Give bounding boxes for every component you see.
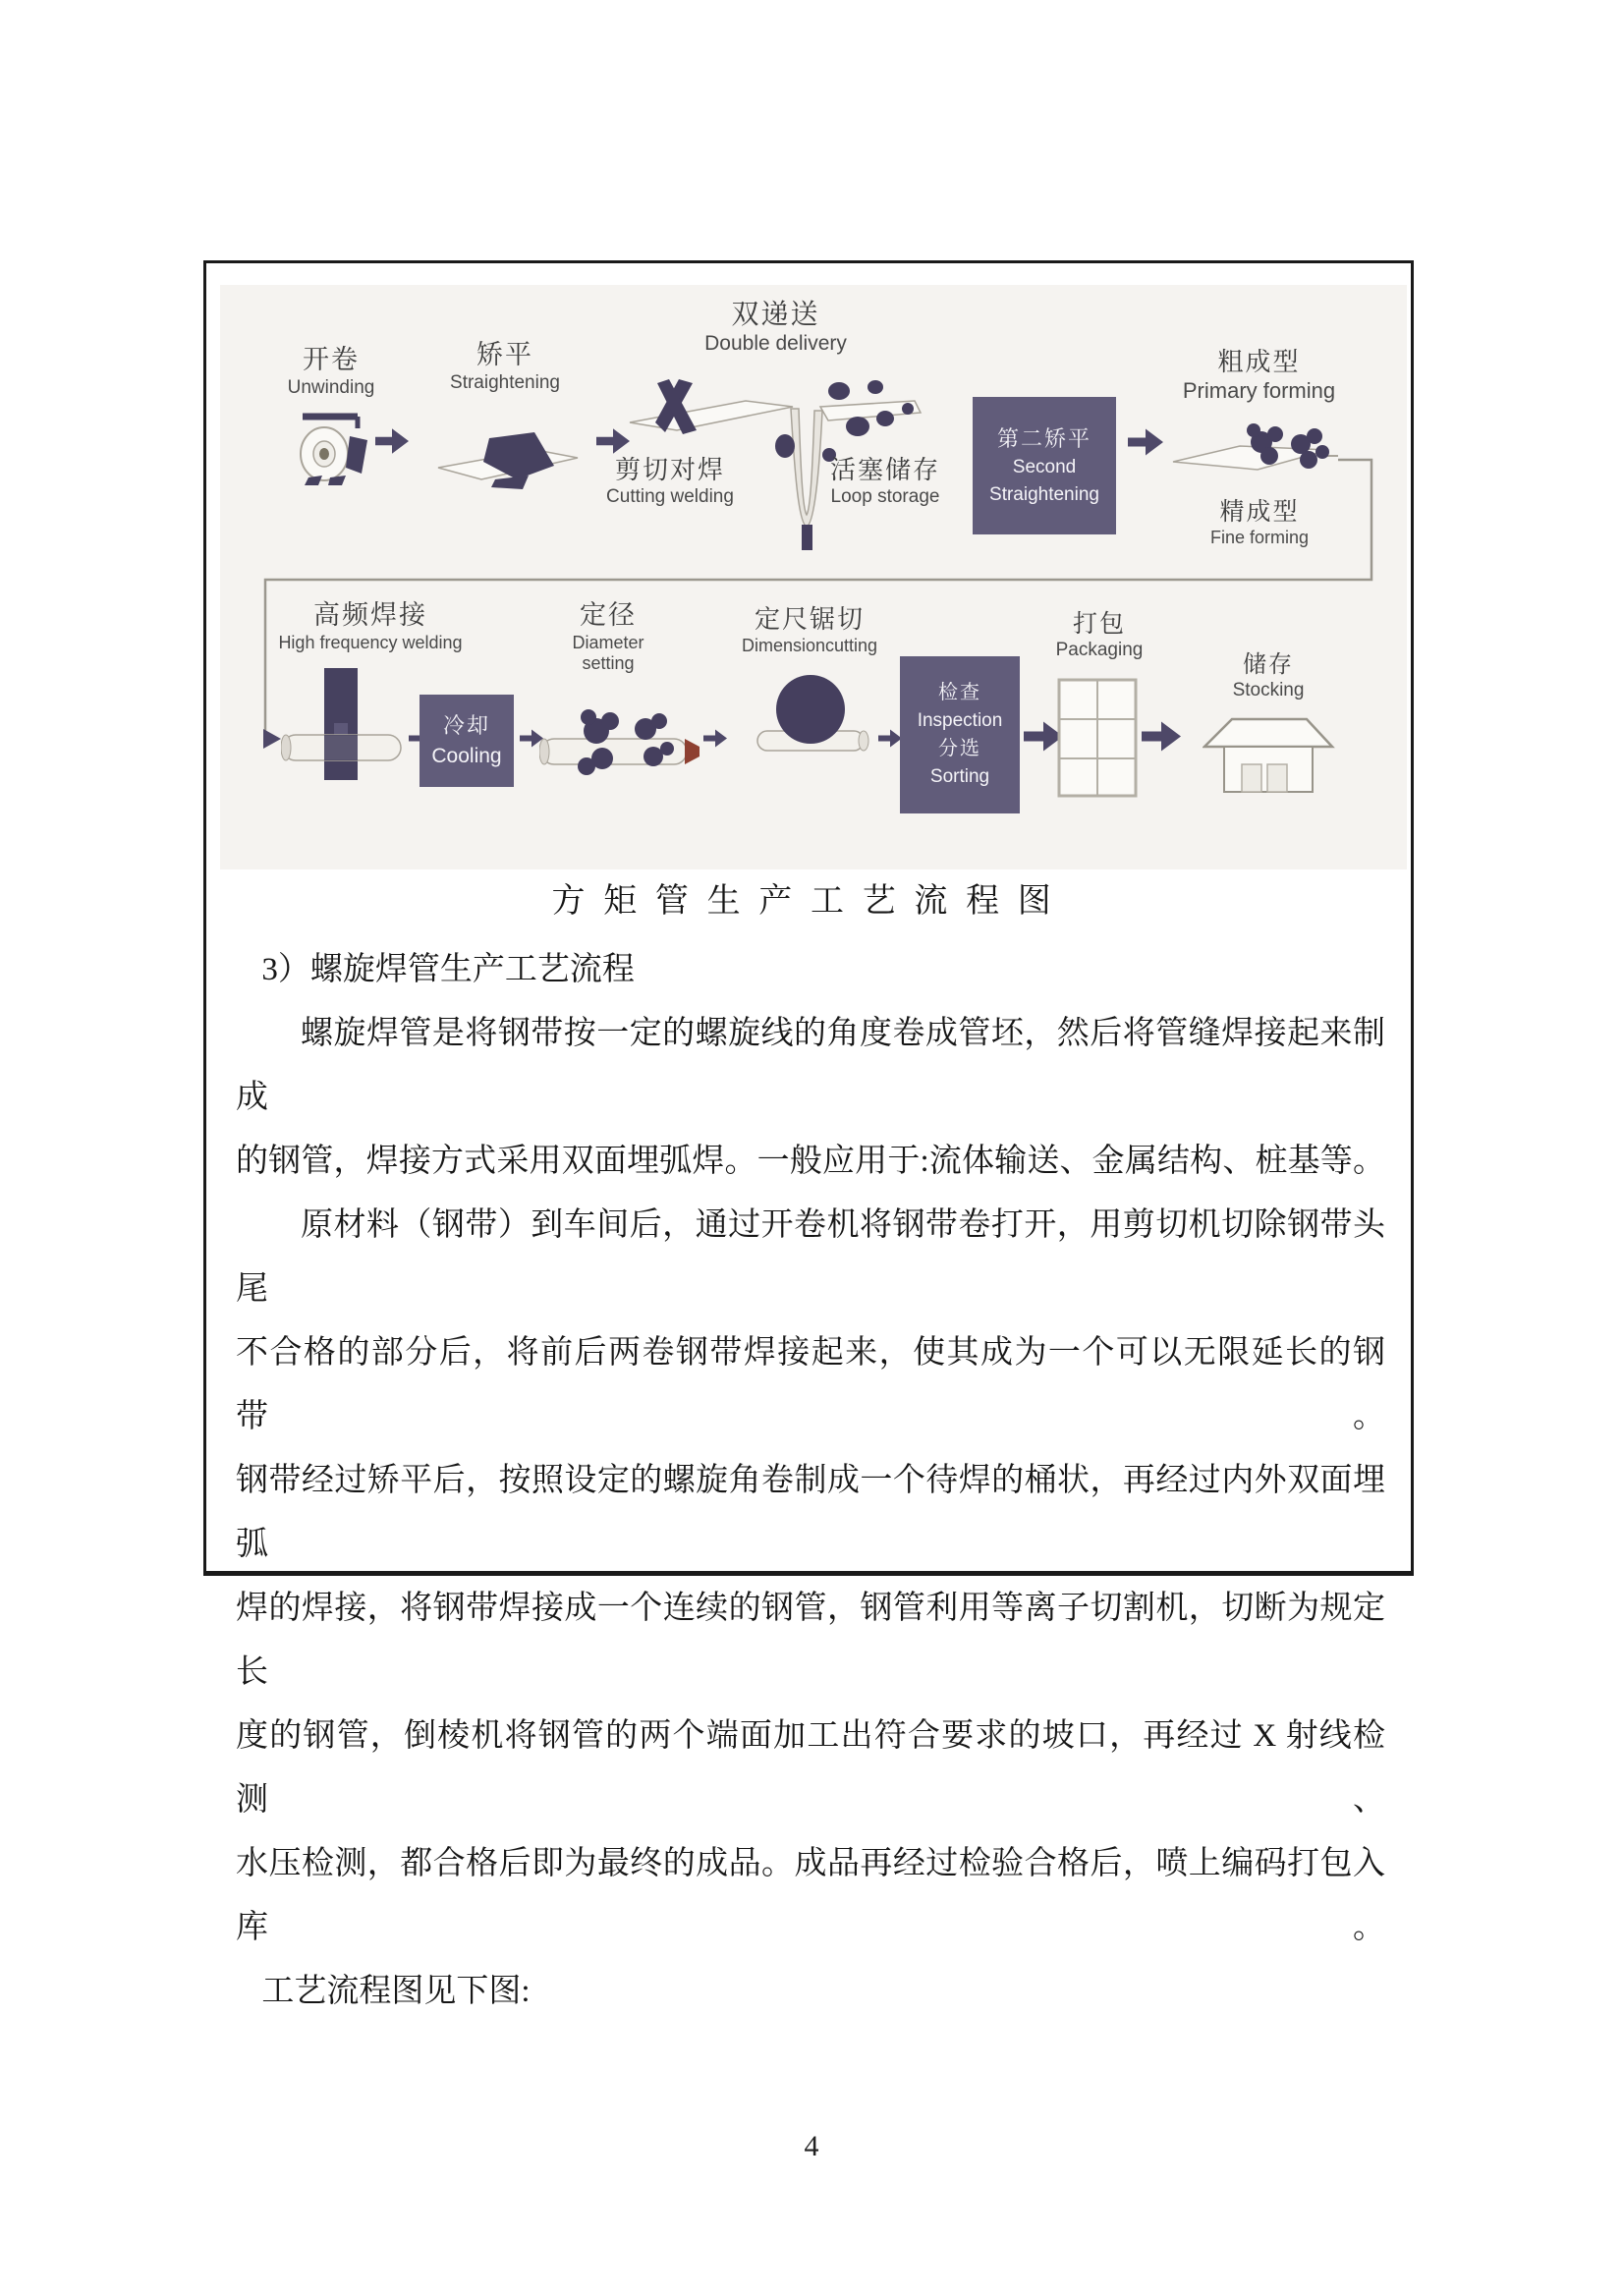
stage-second-straightening-box bbox=[973, 397, 1116, 534]
stage-double-delivery-label-en: Double delivery bbox=[704, 332, 847, 355]
coil-icon bbox=[289, 407, 375, 492]
stage-straightening-label-cn: 矫平 bbox=[476, 340, 533, 369]
body-text-line: 工艺流程图见下图: bbox=[261, 1974, 531, 2009]
arrow-icon bbox=[703, 729, 727, 748]
stage-second-straightening-label-cn: 第二矫平 bbox=[996, 425, 1091, 451]
stage-stocking-label-cn: 储存 bbox=[1243, 651, 1294, 678]
warehouse-house-icon bbox=[1203, 713, 1335, 801]
arrow-icon bbox=[1128, 428, 1163, 456]
stage-cooling-label-cn: 冷却 bbox=[442, 712, 490, 738]
stage-cooling-box bbox=[420, 695, 514, 787]
section-heading: 3）螺旋焊管生产工艺流程 bbox=[261, 952, 635, 987]
stage-loop-storage-label-cn: 活塞储存 bbox=[829, 455, 940, 484]
stage-diameter-setting bbox=[544, 599, 672, 675]
stage-hf-welding-label-cn: 高频焊接 bbox=[313, 600, 427, 630]
stage-cutting-welding-label-en: Cutting welding bbox=[606, 485, 734, 507]
production-flowchart bbox=[220, 285, 1407, 869]
stage-dimension-cutting-label-en: Dimensioncutting bbox=[741, 635, 878, 655]
stage-fine-forming-label-en: Fine forming bbox=[1209, 528, 1310, 548]
forming-rollers-icon bbox=[1171, 415, 1338, 496]
diameter-setting-icon bbox=[539, 696, 701, 787]
stage-stocking bbox=[1224, 650, 1313, 702]
stage-straightening-label-en: Straightening bbox=[450, 371, 560, 393]
stage-primary-forming bbox=[1168, 346, 1350, 404]
stage-cutting-welding-label-cn: 剪切对焊 bbox=[614, 455, 725, 484]
table-cell-border bbox=[203, 260, 1414, 2009]
stage-second-straightening-label-en1: Second bbox=[1012, 457, 1077, 478]
stage-diameter-setting-label-en: Diameter setting bbox=[572, 632, 644, 674]
body-text-line: 钢带经过矫平后，按照设定的螺旋角卷制成一个待焊的桶状，再经过内外双面埋弧 bbox=[236, 1463, 1385, 1562]
stage-packaging-label-cn: 打包 bbox=[1072, 610, 1126, 638]
stage-double-delivery bbox=[690, 297, 862, 356]
page-number: 4 bbox=[804, 2130, 819, 2162]
arrow-icon bbox=[1142, 721, 1181, 752]
stage-sorting-label-cn: 分选 bbox=[938, 738, 981, 759]
stage-sorting-label-en: Sorting bbox=[929, 766, 990, 787]
stage-loop-storage bbox=[821, 454, 949, 508]
body-text-line: 度的钢管，倒棱机将钢管的两个端面加工出符合要求的坡口，再经过 X 射线检测、 bbox=[236, 1718, 1385, 1818]
stage-fine-forming bbox=[1205, 497, 1314, 549]
stage-straightening bbox=[431, 339, 579, 395]
stage-fine-forming-label-cn: 精成型 bbox=[1219, 498, 1300, 526]
body-text-line: 不合格的部分后，将前后两卷钢带焊接起来，使其成为一个可以无限延长的钢带。 bbox=[236, 1335, 1385, 1434]
hf-welding-icon bbox=[281, 666, 407, 797]
stage-inspection-sorting-box bbox=[900, 656, 1020, 813]
stage-packaging-label-en: Packaging bbox=[1055, 640, 1144, 661]
stage-hf-welding-label-en: High frequency welding bbox=[278, 632, 463, 652]
body-text-line: 原材料（钢带）到车间后，通过开卷机将钢带卷打开，用剪切机切除钢带头尾 bbox=[236, 1207, 1385, 1307]
body-text-line: 焊的焊接，将钢带焊接成一个连续的钢管，钢管利用等离子切割机，切断为规定长 bbox=[236, 1591, 1385, 1690]
stage-loop-storage-label-en: Loop storage bbox=[830, 485, 940, 507]
stage-cutting-welding bbox=[601, 454, 739, 508]
arrow-icon bbox=[375, 428, 409, 454]
stage-high-frequency-welding bbox=[277, 599, 464, 653]
figure-caption: 方矩管生产工艺流程图 bbox=[551, 883, 1070, 920]
stage-diameter-setting-label-cn: 定径 bbox=[580, 600, 637, 630]
stage-unwinding-label-cn: 开卷 bbox=[303, 345, 360, 374]
stage-second-straightening-label-en2: Straightening bbox=[989, 483, 1099, 505]
stage-inspection-label-en: Inspection bbox=[917, 710, 1003, 732]
stage-primary-forming-label-en: Primary forming bbox=[1182, 377, 1336, 403]
stage-cooling-label-en: Cooling bbox=[431, 744, 502, 767]
arrow-icon bbox=[596, 428, 630, 454]
packaging-crate-icon bbox=[1057, 678, 1138, 803]
saw-cutting-icon bbox=[756, 670, 875, 765]
stage-double-delivery-label-cn: 双递送 bbox=[731, 299, 820, 329]
stage-inspection-label-cn: 检查 bbox=[938, 682, 981, 704]
stage-dimension-cutting bbox=[741, 603, 878, 656]
straightening-icon bbox=[434, 422, 582, 504]
text-block bbox=[236, 877, 1385, 2024]
stage-dimension-cutting-label-cn: 定尺锯切 bbox=[754, 604, 865, 634]
body-text-line: 的钢管，焊接方式采用双面埋弧焊。一般应用于:流体输送、金属结构、桩基等。 bbox=[236, 1144, 1385, 1179]
body-text-line: 螺旋焊管是将钢带按一定的螺旋线的角度卷成管坯，然后将管缝焊接起来制成 bbox=[236, 1016, 1385, 1115]
stage-stocking-label-en: Stocking bbox=[1232, 680, 1305, 700]
body-text-line: 水压检测，都合格后即为最终的成品。成品再经过检验合格后，喷上编码打包入库。 bbox=[236, 1846, 1385, 1945]
stage-unwinding-label-en: Unwinding bbox=[287, 376, 375, 398]
arrow-icon bbox=[878, 729, 902, 748]
stage-unwinding bbox=[257, 344, 405, 400]
stage-packaging bbox=[1050, 609, 1148, 662]
stage-primary-forming-label-cn: 粗成型 bbox=[1217, 347, 1301, 376]
